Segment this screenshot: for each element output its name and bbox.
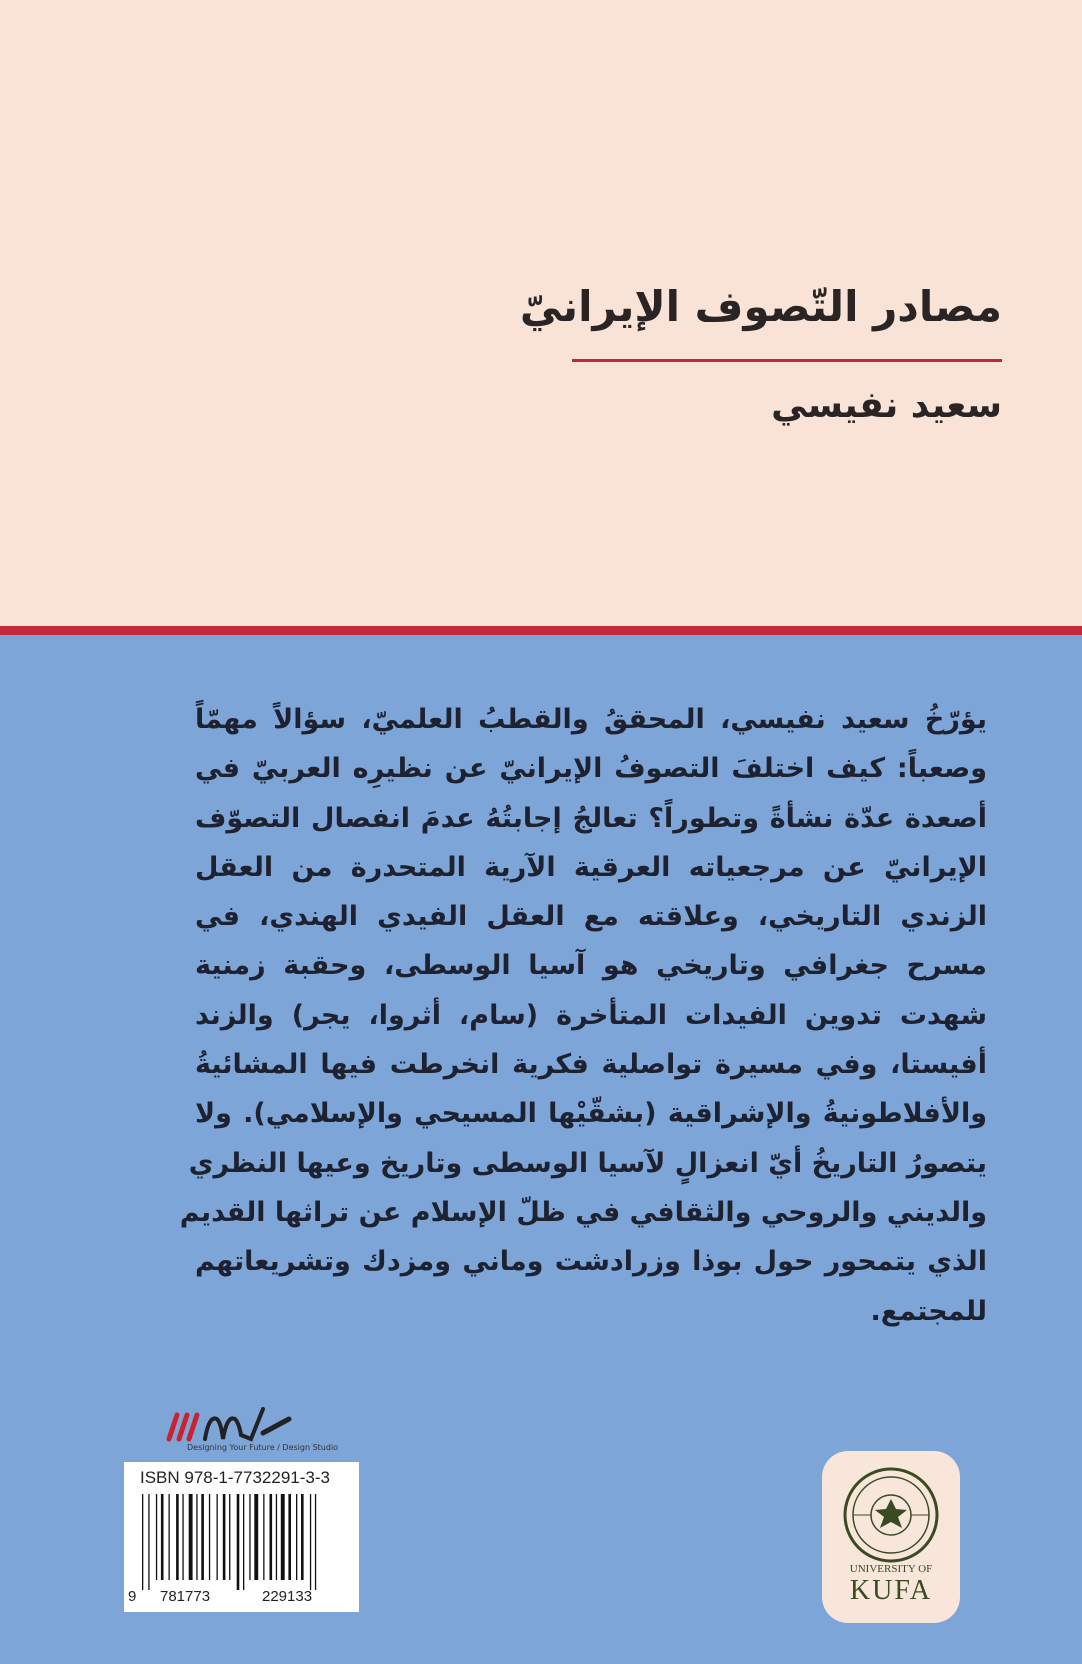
- blurb-line: يؤرّخُ سعيد نفيسي، المحققُ والقطبُ العلميّ، سؤالاً مهمّاً: [195, 704, 987, 735]
- isbn-label: ISBN 978-1-7732291-3-3: [140, 1468, 330, 1487]
- barcode-bar: [243, 1494, 244, 1590]
- barcode-bar: [196, 1494, 197, 1580]
- barcode-bar: [249, 1494, 250, 1580]
- blurb-line: للمجتمع.: [870, 1295, 987, 1327]
- barcode-bar: [310, 1494, 311, 1590]
- barcode-bars: [140, 1494, 350, 1590]
- barcode-bar: [229, 1494, 230, 1580]
- blurb-line: وصعباً: كيف اختلفَ التصوفُ الإيرانيّ عن نظيرِه العربيّ في: [195, 753, 987, 785]
- university-logo: [822, 1451, 960, 1623]
- blurb-line: الذي يتمحور حول بوذا وزرادشت وماني ومزدك وتشريعاتهم: [195, 1246, 987, 1278]
- publisher-tagline: Designing Your Future / Design Studio: [187, 1443, 339, 1452]
- barcode-left-digits: 781773: [160, 1588, 211, 1605]
- book-author: سعيد نفيسي: [771, 385, 1002, 426]
- university-name-line1: UNIVERSITY OF: [849, 1563, 933, 1575]
- barcode-right-digits: 229133: [262, 1588, 313, 1605]
- publisher-logo-mark: [159, 1405, 329, 1445]
- blurb-line: يتصورُ التاريخُ أيّ انعزالٍ لآسيا الوسطى وتاريخ وعيها النظري: [188, 1147, 987, 1179]
- isbn-barcode: [124, 1462, 359, 1612]
- barcode-bar: [176, 1494, 179, 1580]
- blurb-line: شهدت تدوين الفيدات المتأخرة (سام، أثروا، يجر) والزند: [195, 999, 987, 1031]
- barcode-bar: [296, 1494, 297, 1580]
- barcode-bar: [209, 1494, 210, 1580]
- barcode-bar: [270, 1494, 273, 1580]
- barcode-lead-digit: 9: [128, 1588, 137, 1605]
- barcode-bar: [217, 1494, 218, 1580]
- university-seal-icon: [836, 1465, 946, 1565]
- barcode-bar: [276, 1494, 277, 1580]
- barcode-bar: [161, 1494, 164, 1580]
- blurb-line: أصعدة عدّة نشأةً وتطوراً؟ تعالجُ إجابتُهُ عدمَ انفصال التصوّف: [195, 802, 987, 834]
- barcode-bar: [254, 1494, 258, 1580]
- barcode-bar: [301, 1494, 304, 1580]
- blurb-line: والديني والروحي والثقافي في ظلّ الإسلام عن تراثها القديم: [179, 1196, 987, 1228]
- barcode-bar: [189, 1494, 193, 1580]
- barcode-bar: [237, 1494, 240, 1590]
- book-title: مصادر التّصوف الإيرانيّ: [519, 282, 1002, 331]
- blurb-line: الزندي التاريخي، وعلاقته مع العقل الفيدي الهندي، في: [195, 901, 987, 933]
- blurb-line: الإيرانيّ عن مرجعياته العرقية الآرية المتحدرة من العقل: [195, 851, 987, 883]
- barcode-bar: [288, 1494, 291, 1580]
- barcode-bar: [223, 1494, 226, 1580]
- barcode-bar: [182, 1494, 183, 1580]
- barcode-bar: [263, 1494, 264, 1580]
- red-stripe: [0, 626, 1082, 635]
- blurb: [179, 695, 987, 1336]
- barcode-bar: [148, 1494, 149, 1590]
- blurb-line: والأفلاطونيةُ والإشراقية (بشقّيْها المسيحي والإسلامي). ولا: [195, 1098, 987, 1130]
- blurb-line: أفيستا، وفي مسيرة تواصلية فكرية انخرطت فيها المشائيةُ: [195, 1049, 987, 1081]
- blurb-line: مسرح جغرافي وتاريخي هو آسيا الوسطى، وحقبة زمنية: [195, 950, 987, 982]
- barcode-bar: [142, 1494, 143, 1590]
- barcode-bar: [201, 1494, 204, 1580]
- barcode-bar: [281, 1494, 285, 1580]
- cover-top-panel: [0, 0, 1082, 628]
- title-divider: [572, 359, 1002, 362]
- barcode-bar: [315, 1494, 316, 1590]
- university-name-line2: KUFA: [849, 1575, 933, 1606]
- publisher-logo: [159, 1405, 339, 1460]
- barcode-bar: [169, 1494, 170, 1580]
- barcode-bar: [156, 1494, 157, 1580]
